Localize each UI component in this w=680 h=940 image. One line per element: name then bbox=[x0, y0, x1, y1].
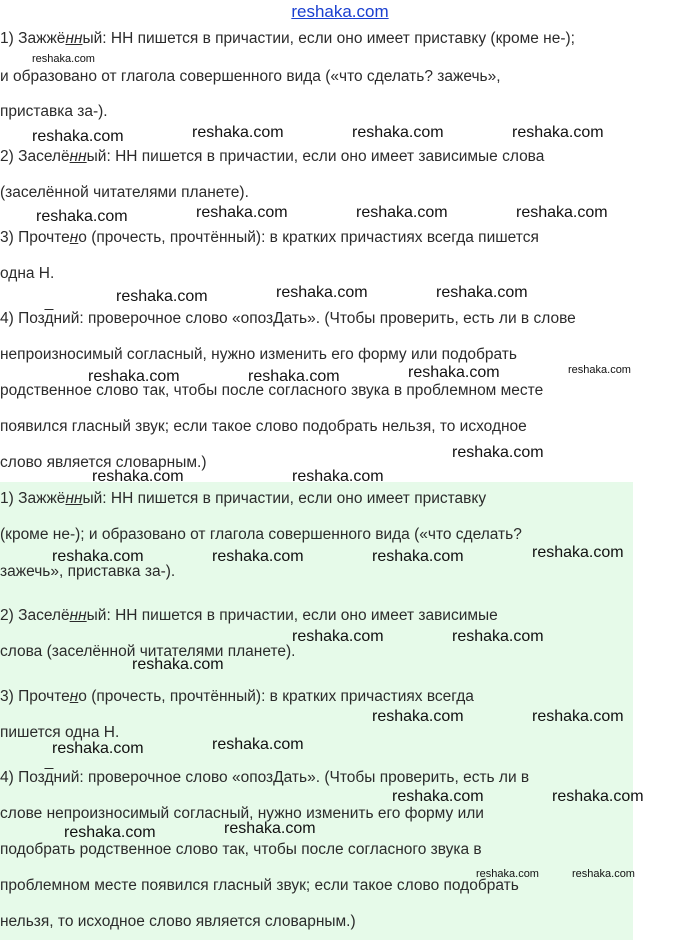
bottom-line-3: зажечь», приставка за-). bbox=[0, 563, 176, 580]
watermark: reshaka.com bbox=[116, 288, 208, 305]
watermark: reshaka.com bbox=[512, 124, 604, 141]
watermark: reshaka.com bbox=[552, 788, 644, 805]
watermark: reshaka.com bbox=[196, 204, 288, 221]
bottom-line-2: (кроме не-); и образовано от глагола совершенного вида («что сделать? bbox=[0, 526, 522, 543]
top-line-3: приставка за-). bbox=[0, 103, 108, 120]
bottom-line-10: подобрать родственное слово так, чтобы после согласного звука в bbox=[0, 841, 482, 858]
top-line-6: 3) Прочтено (прочесть, прочтённый): в кратких причастиях всегда пишется bbox=[0, 229, 539, 246]
top-line-1: 1) Зажжённый: НН пишется в причастии, если оно имеет приставку (кроме не-); bbox=[0, 30, 575, 47]
bottom-line-1: 1) Зажжённый: НН пишется в причастии, если оно имеет приставку bbox=[0, 490, 487, 507]
watermark: reshaka.com bbox=[516, 204, 608, 221]
watermark: reshaka.com bbox=[248, 368, 340, 385]
watermark: reshaka.com bbox=[32, 53, 95, 65]
watermark: reshaka.com bbox=[372, 708, 464, 725]
watermark: reshaka.com bbox=[52, 548, 144, 565]
watermark: reshaka.com bbox=[452, 628, 544, 645]
watermark: reshaka.com bbox=[92, 468, 184, 485]
watermark: reshaka.com bbox=[192, 124, 284, 141]
top-line-9: непроизносимый согласный, нужно изменить его форму или подобрать bbox=[0, 346, 517, 363]
bottom-line-7: пишется одна Н. bbox=[0, 724, 120, 741]
top-line-11: появился гласный звук; если такое слово подобрать нельзя, то исходное bbox=[0, 418, 527, 435]
bottom-line-4: 2) Заселённый: НН пишется в причастии, если оно имеет зависимые bbox=[0, 607, 498, 624]
top-line-5: (заселённой читателями планете). bbox=[0, 184, 249, 201]
top-line-2: и образовано от глагола совершенного вида («что сделать? зажечь», bbox=[0, 68, 501, 85]
watermark: reshaka.com bbox=[568, 364, 631, 376]
watermark: reshaka.com bbox=[36, 208, 128, 225]
watermark: reshaka.com bbox=[476, 868, 539, 880]
watermark: reshaka.com bbox=[372, 548, 464, 565]
watermark: reshaka.com bbox=[292, 628, 384, 645]
top-line-12: слово является словарным.) bbox=[0, 454, 207, 471]
watermark: reshaka.com bbox=[224, 820, 316, 837]
watermark: reshaka.com bbox=[64, 824, 156, 841]
watermark: reshaka.com bbox=[532, 544, 624, 561]
top-line-7: одна Н. bbox=[0, 265, 55, 282]
watermark: reshaka.com bbox=[356, 204, 448, 221]
bottom-line-6: 3) Прочтено (прочесть, прочтённый): в кратких причастиях всегда bbox=[0, 688, 474, 705]
watermark: reshaka.com bbox=[352, 124, 444, 141]
bottom-line-8: 4) Поздний: проверочное слово «опозДать». (Чтобы проверить, есть ли в bbox=[0, 769, 530, 786]
watermark: reshaka.com bbox=[212, 736, 304, 753]
watermark: reshaka.com bbox=[532, 708, 624, 725]
top-line-8: 4) Поздний: проверочное слово «опозДать». (Чтобы проверить, есть ли в слове bbox=[0, 310, 576, 327]
bottom-line-9: слове непроизносимый согласный, нужно изменить его форму или bbox=[0, 805, 484, 822]
watermark: reshaka.com bbox=[392, 788, 484, 805]
watermark: reshaka.com bbox=[132, 656, 224, 673]
bottom-line-11: проблемном месте появился гласный звук; если такое слово подобрать bbox=[0, 877, 519, 894]
top-line-4: 2) Заселённый: НН пишется в причастии, если оно имеет зависимые слова bbox=[0, 148, 545, 165]
watermark: reshaka.com bbox=[32, 128, 124, 145]
watermark: reshaka.com bbox=[292, 468, 384, 485]
bottom-line-5: слова (заселённой читателями планете). bbox=[0, 643, 296, 660]
watermark: reshaka.com bbox=[52, 740, 144, 757]
watermark: reshaka.com bbox=[212, 548, 304, 565]
top-line-10: родственное слово так, чтобы после согласного звука в проблемном месте bbox=[0, 382, 544, 399]
watermark: reshaka.com bbox=[436, 284, 528, 301]
watermark: reshaka.com bbox=[88, 368, 180, 385]
watermark: reshaka.com bbox=[572, 868, 635, 880]
watermark: reshaka.com bbox=[452, 444, 544, 461]
watermark: reshaka.com bbox=[408, 364, 500, 381]
site-header-link[interactable]: reshaka.com bbox=[291, 2, 389, 21]
watermark: reshaka.com bbox=[276, 284, 368, 301]
bottom-line-12: нельзя, то исходное слово является словарным.) bbox=[0, 913, 356, 930]
